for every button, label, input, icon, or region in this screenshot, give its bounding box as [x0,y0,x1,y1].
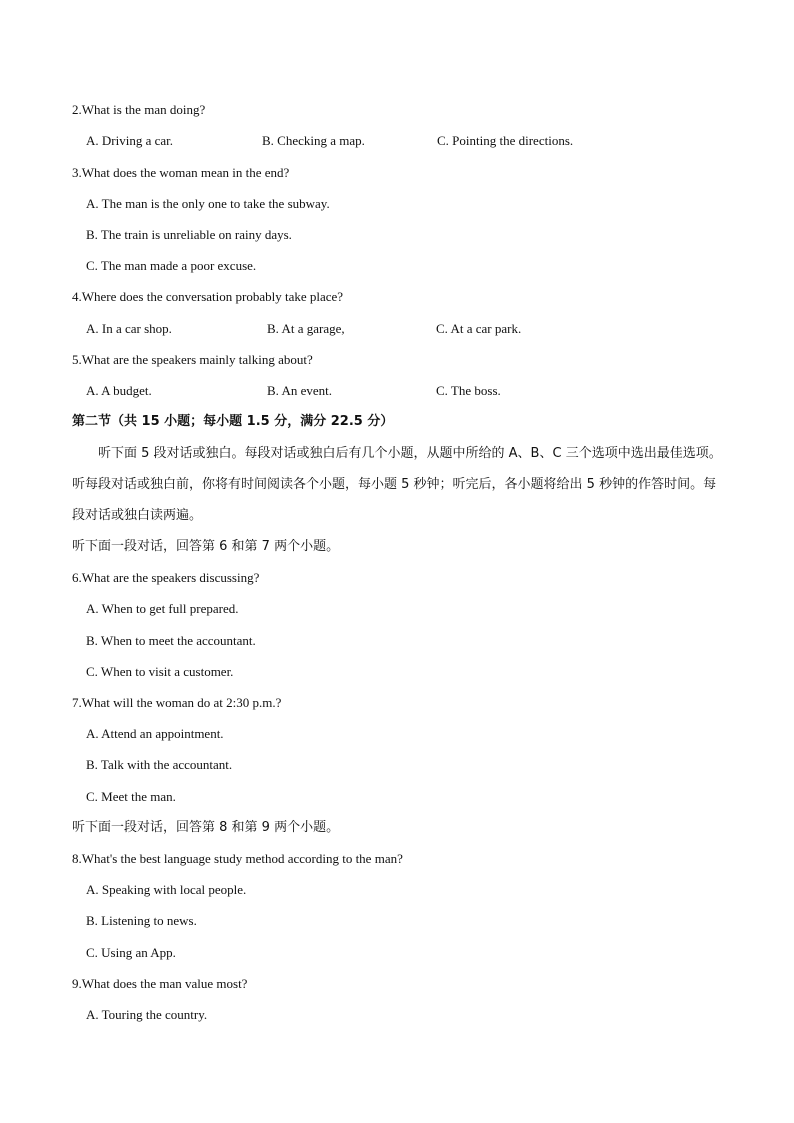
question-4-stem: 4.Where does the conversation probably take place? [72,289,344,304]
dialogue-intro-8-9: 听下面一段对话，回答第 8 和第 9 两个小题。 [72,820,340,835]
question-5-stem: 5.What are the speakers mainly talking about? [72,352,313,367]
question-4-option-b: B. At a garage, [267,321,345,336]
question-3-option-c: C. The man made a poor excuse. [86,258,257,273]
question-8-option-c: C. Using an App. [86,945,176,960]
question-2-stem: 2.What is the man doing? [72,102,206,117]
section-2-heading: 第二节（共 15 小题；每小题 1.5 分，满分 22.5 分） [72,414,394,429]
question-5-option-b: B. An event. [267,383,332,398]
question-7-option-c: C. Meet the man. [86,789,176,804]
question-6-option-b: B. When to meet the accountant. [86,633,256,648]
question-4-option-a: A. In a car shop. [86,321,172,336]
question-9-stem: 9.What does the man value most? [72,976,248,991]
section-2-instructions: 听下面 5 段对话或独白。每段对话或独白后有几个小题，从题中所给的 A、B、C 三个选项中选出最佳选项。听每段对话或独白前，你将有时间阅读各个小题，每小题 5 秒钟；听完后，各小题将给出 5 秒钟的作答时间。每段对话或独白读两遍。 [72,446,722,523]
dialogue-intro-6-7: 听下面一段对话，回答第 6 和第 7 两个小题。 [72,539,340,554]
question-8-option-a: A. Speaking with local people. [86,882,247,897]
question-9-option-a: A. Touring the country. [86,1007,208,1022]
question-6-stem: 6.What are the speakers discussing? [72,570,260,585]
question-8-option-b: B. Listening to news. [86,913,197,928]
question-6-option-c: C. When to visit a customer. [86,664,234,679]
question-7-option-a: A. Attend an appointment. [86,726,224,741]
question-5-option-c: C. The boss. [436,383,501,398]
question-2-option-a: A. Driving a car. [86,133,174,148]
question-4-option-c: C. At a car park. [436,321,522,336]
question-2-option-b: B. Checking a map. [262,133,365,148]
question-5-option-a: A. A budget. [86,383,152,398]
question-7-stem: 7.What will the woman do at 2:30 p.m.? [72,695,282,710]
question-6-option-a: A. When to get full prepared. [86,601,239,616]
question-2-option-c: C. Pointing the directions. [437,133,574,148]
question-3-option-b: B. The train is unreliable on rainy days. [86,227,292,242]
question-8-stem: 8.What's the best language study method according to the man? [72,851,403,866]
question-7-option-b: B. Talk with the accountant. [86,757,233,772]
question-3-stem: 3.What does the woman mean in the end? [72,165,290,180]
question-3-option-a: A. The man is the only one to take the subway. [86,196,330,211]
